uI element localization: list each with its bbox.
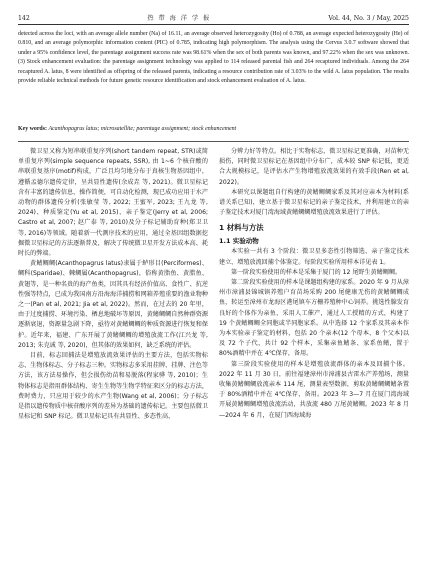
page-header bbox=[18, 10, 409, 22]
abstract-divider bbox=[18, 141, 409, 142]
keywords-text: Acanthopagrus latus; microsatellite; parentage assignment; stock enhancement bbox=[48, 126, 237, 132]
subsection-heading: 1.1 实验动物 bbox=[219, 237, 259, 246]
page-number: 142 bbox=[18, 15, 30, 22]
right-column bbox=[219, 147, 409, 575]
left-column bbox=[18, 147, 208, 575]
paragraph: 本研究以课题组自行构建的黄鳍鲷鲷家系及其对应亲本为材料(系谱关系已知)，建立基于微卫星标记的亲子鉴定技术，并利用建立的亲子鉴定技术对厦门湾海域黄鳍鲷鲷增殖放流效果进行了评估。 bbox=[219, 188, 409, 217]
paragraph: 黄鳍鲷鲷(Acanthopagrus latus)隶属于鲈形目(Perciformes)、鲷科(Sparidae)、棘鲷属(Acanthopagrus)，俗称黄脂鱼、黄腊鱼、黄翅等，是一种名贵的海产鱼类，因其具有经济价值高、食性广、抗逆性强等特点，已成为我国南方沿海海洋捕捞和网箱养殖重要的渔业物种之一(Pan et al, 2021; Jia et al, 2022)。然而，在过去的 20 年里，由于过度捕捞、环境污染、栖息地破坏等原因，黄鳍鲷鲷自然种群资源逐渐衰退，资源量急剧下降，亟待对黄鳍鲷鲷的种质资源进行恢复和保护。近年来，福建、广东开展了黄鳍鲷鲷的增殖放流工作(江兴龙 等, 2013; 朱克诚 等, 2020)，但其体的效果如何，缺乏系统的评估。 bbox=[18, 260, 208, 349]
keywords-label: Key words: bbox=[18, 126, 47, 132]
paragraph: 第二阶段实验使用的样本是课题组构建的家系。2020 年 9 月从漳州市漳浦县锦城镇养殖户育苗场采购 200 尾健康无伤的黄鳍鲷鲷成鱼，转运至漳州市龙海区港尾镇车方栅养殖种中心饲养。挑选性腺发育良好的个体作为亲鱼，采用人工催产，通过人工授精的方式，构建了 19 个黄鳍鲷鲷全同胞或半同胞家系。从中选择 12 个家系及其亲本作为本实验亲子鉴定的材料，包括 20 个亲本(12 个母本、8 个父本)以及 72 个子代，共计 92 个样本，采集亲鱼鳍条、家系鱼鳍，置于 80%酒精中并在 4℃保存，备用。 bbox=[219, 279, 409, 358]
paragraph: 本实验一共有 3 个阶段：微卫星多态性引物筛选、亲子鉴定技术建立、增殖放流回捕个体鉴定。每阶段实验所用样本详见表 1。 bbox=[219, 248, 409, 266]
volume-issue: Vol. 44, No. 3 / May, 2025 bbox=[328, 15, 409, 22]
paragraph: 微卫星又称为短串联重复序列(short tandem repeat, STR)或简单重复序列(simple sequence repeats, SSR), 由 1~6 个核苷酸的串联重复基序(motif)构成，广泛且均匀地分布于真核生物基因组中，遵循孟德尔遗传定律，呈共显性遗传(余成垚 等, 2021)。微卫星标记含有丰富的遗传信息，操作简便，可自动化检测，现已成功应用于水产动物的群体遗传分析(张敏莹 等, 2022; 王蜜军, 2023; 王九龙 等, 2024)、种质鉴定(Yu et al, 2015)、亲子鉴定(Jerry et al, 2006; Castro et al, 2007; 赵广泰 等, 2010)及分子标记辅助育种(郑卫卫 等, 2016)等领域。随着新一代测序技术的应用，通过全基因组数据挖掘微卫星标记的方法逐渐普及，解决了传统微卫星开发方法成本高、耗时长的弊端。 bbox=[18, 148, 208, 258]
paragraph: 目前，标志回捕法是增殖放流效果评估的主要方法，包括实物标志、生物体标志、分子标志三种。实物标志多采用挂牌、挂牌、注色等方法，该方法易操作，但会损伤幼苗和易脱落(程家骅 等, 2010)；生物体标志是指用群体结构、寄生生物等生物学特征来区分的标志方法，费时费力，只应用于较少的水产生物(Wang et al, 2006)；分子标志是指以遗传物质中核苷酸序列的差异为基础的遗传标记。主要包括微卫星标记和 SNP 标记。微卫星标记具有共显性、多态性高、 bbox=[18, 352, 208, 421]
abstract-text: detected across the loci, with an average allele number (Na) of 16.11, an average observed heterozygosity (Ho) of 0.788, an average expected heterozygosity (He) of 0.810, and an average polymorphic information content (PIC) of 0.785, indicating high polymorphism. The analysis using the Cervus 3.0.7 software showed that under a 95% confidence level, the parentage assignment success rate was 98.61% when the sex of both parents was known, and 97.22% when the sex was unknown. (3) Stock enhancement evaluation: the parentage assignment technology was applied to 114 released parental fish and 264 recaptured individuals. Among the 264 recaptured A. latus, 8 were identified as offspring of the released parents, indicating a resource contribution rate of 3.03% to the wild A. latus population. The results provide reliable technical methods for future genetic resource identification and stock enhancement evaluation of A. latus. bbox=[18, 31, 409, 85]
paragraph: 分辨力好等特点。相比于实物标志，微卫星标记更准确，对苗种无损伤，同时微卫星标记在基因组中分布广，成本较 SNP 标记低，更适合大规模标记，是评估水产生物增殖放流效果的有效手段(Ren et al, 2022)。 bbox=[219, 148, 409, 186]
header-divider bbox=[18, 24, 409, 25]
keywords bbox=[18, 125, 409, 134]
journal-title: 热 带 海 洋 学 报 bbox=[147, 15, 211, 22]
paragraph: 第三阶段实验使用的样本是增殖放流群体的亲本及回捕个体。2022 年 11 月 30 日，前往福建漳州市漳浦县古雷水产养殖场，测量收集黄鳍鲷鲷放流亲本 114 尾，测量表型数据，剪取黄鳍鲷鲷鳍条置于 80%酒精中并在 4℃保存，备用。2023 年 3—7 月在厦门湾海域开展黄鳍鲷鲷增殖放流活动，共放流 480 万尾黄鳍鲷。2023 年 8 月—2024 年 6 月，在厦门西海域海 bbox=[219, 360, 409, 419]
section-heading: 1 材料与方法 bbox=[219, 223, 264, 233]
paragraph: 第一阶段实验使用的样本是采集于厦门的 12 尾野生黄鳍鲷鲷。 bbox=[231, 268, 402, 276]
